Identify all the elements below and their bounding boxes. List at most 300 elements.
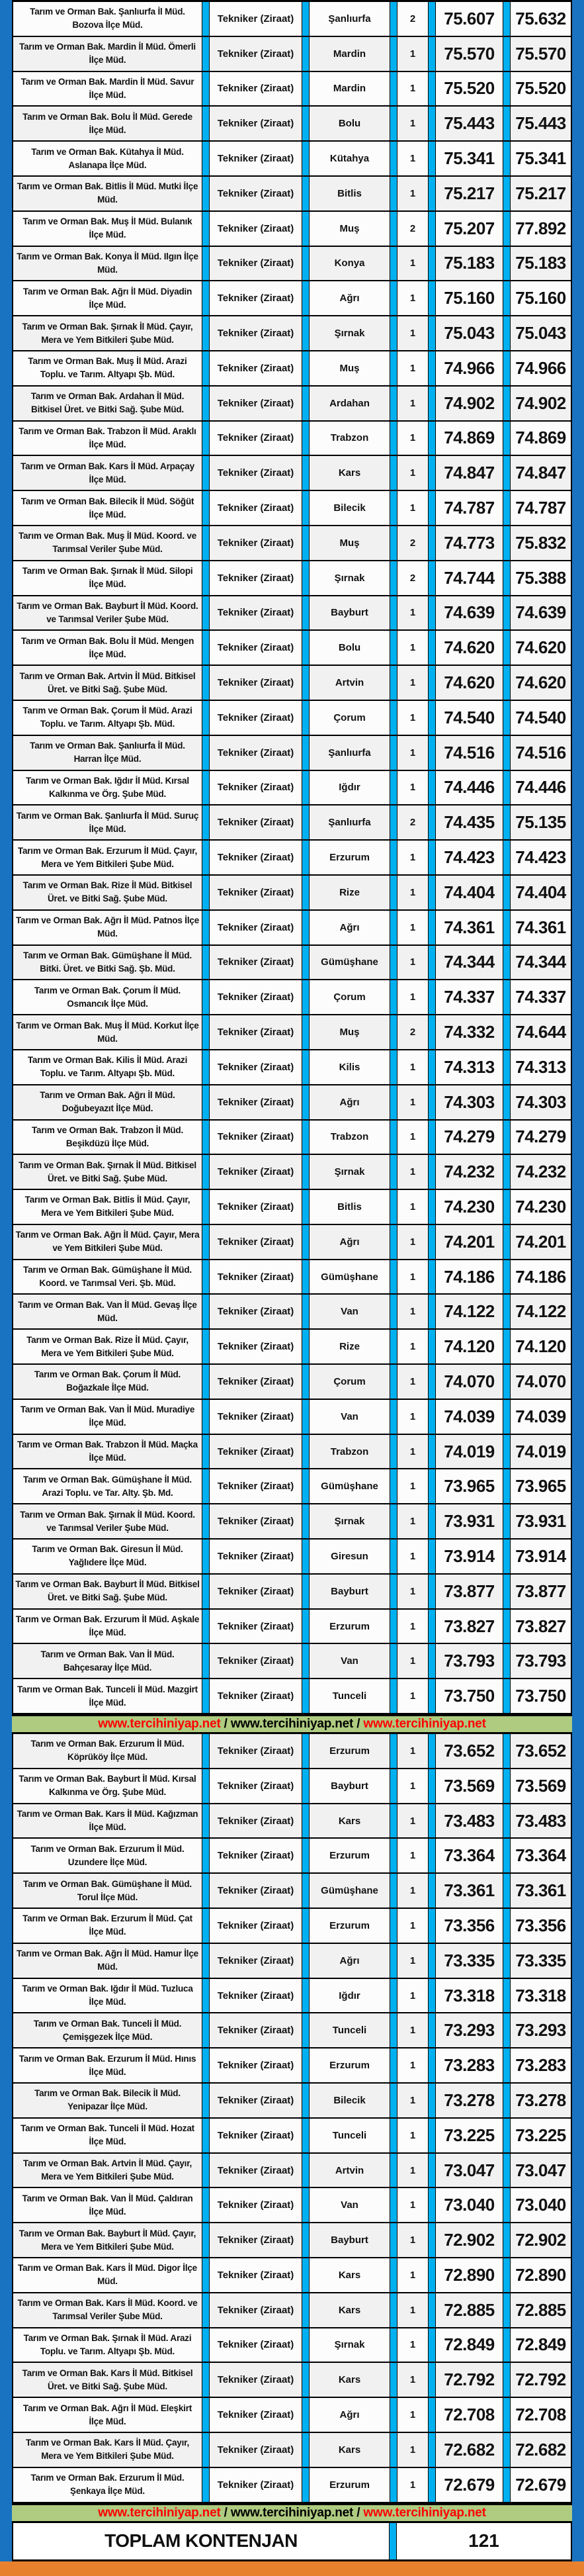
column-separator [302,1121,310,1154]
column-separator [202,666,210,700]
city-cell: Iğdır [310,1979,390,2013]
column-separator [202,1504,210,1538]
table-row [12,1540,572,1575]
column-separator [202,2188,210,2222]
quota-cell: 1 [397,876,428,909]
table-row [12,1190,572,1225]
column-separator [428,2119,436,2152]
table-row [12,771,572,806]
table-row [12,1365,572,1400]
column-separator [428,422,436,455]
title-cell: Tekniker (Ziraat) [210,177,302,210]
score-min-cell: 74.540 [436,701,503,735]
quota-cell: 2 [397,2,428,36]
column-separator [390,1804,397,1838]
score-max-cell: 74.122 [511,1295,572,1328]
quota-cell: 1 [397,1644,428,1678]
column-separator [503,281,511,315]
title-cell: Tekniker (Ziraat) [210,1190,302,1224]
column-separator [390,1435,397,1469]
institution-cell: Tarım ve Orman Bak. Erzurum İl Müd. Hınıs İlçe Müd. [12,2048,202,2082]
score-max-cell: 74.966 [511,351,572,385]
quota-cell: 1 [397,247,428,281]
score-max-cell: 73.483 [511,1804,572,1838]
institution-cell: Tarım ve Orman Bak. Gümüşhane İl Müd. Arazi Toplu. ve Tar. Alty. Şb. Md. [12,1469,202,1503]
column-separator [390,1909,397,1943]
quota-cell: 1 [397,1610,428,1643]
column-separator [302,72,310,106]
column-separator [390,1225,397,1259]
score-min-cell: 75.520 [436,72,503,106]
quota-cell: 1 [397,2154,428,2187]
column-separator [503,946,511,980]
table-row [12,911,572,946]
score-min-cell: 72.682 [436,2433,503,2467]
title-cell: Tekniker (Ziraat) [210,805,302,839]
score-max-cell: 73.283 [511,2048,572,2082]
column-separator [503,2084,511,2117]
column-separator [428,1085,436,1119]
quota-cell: 2 [397,526,428,560]
column-separator [302,491,310,525]
column-separator [390,37,397,71]
institution-cell: Tarım ve Orman Bak. Muş İl Müd. Korkut İlçe Müd. [12,1015,202,1049]
score-min-cell: 72.902 [436,2223,503,2257]
column-separator [503,911,511,944]
city-cell: Şanlıurfa [310,736,390,770]
column-separator [390,1085,397,1119]
column-separator [302,561,310,595]
score-max-cell: 74.847 [511,456,572,490]
column-separator [390,911,397,944]
column-separator [390,2468,397,2502]
table-row [12,72,572,107]
column-separator [302,1190,310,1224]
column-separator [503,1121,511,1154]
city-cell: Çorum [310,701,390,735]
column-separator [302,37,310,71]
table-row [12,1909,572,1944]
score-min-cell: 74.404 [436,876,503,909]
institution-cell: Tarım ve Orman Bak. Ağrı İl Müd. Çayır, Mera ve Yem Bitkileri Şube Müd. [12,1225,202,1259]
institution-cell: Tarım ve Orman Bak. Konya İl Müd. Ilgın İlçe Müd. [12,247,202,281]
table-row [12,736,572,771]
score-min-cell: 74.120 [436,1330,503,1363]
column-separator [202,387,210,420]
city-cell: Kilis [310,1050,390,1084]
column-separator [302,526,310,560]
column-separator [503,2048,511,2082]
column-separator [428,1979,436,2013]
score-min-cell: 73.914 [436,1540,503,1573]
column-separator [390,2154,397,2187]
column-separator [202,456,210,490]
column-separator [302,281,310,315]
institution-cell: Tarım ve Orman Bak. Ardahan İl Müd. Bitkisel Üret. ve Bitki Sağ. Şube Müd. [12,387,202,420]
column-separator [302,1979,310,2013]
table-row [12,1085,572,1121]
column-separator [302,701,310,735]
column-separator [503,2223,511,2257]
score-max-cell: 72.885 [511,2293,572,2327]
institution-cell: Tarım ve Orman Bak. Gümüşhane İl Müd. Koord. ve Tarımsal Veri. Şb. Müd. [12,1260,202,1294]
score-max-cell: 73.356 [511,1909,572,1943]
table-row [12,456,572,491]
table-row [12,281,572,316]
score-min-cell: 73.750 [436,1679,503,1713]
city-cell: Ardahan [310,387,390,420]
institution-cell: Tarım ve Orman Bak. Artvin İl Müd. Çayır, Mera ve Yem Bitkileri Şube Müd. [12,2154,202,2187]
table-row [12,1504,572,1540]
footer-bar [0,2561,584,2576]
column-separator [503,1610,511,1643]
score-min-cell: 75.341 [436,142,503,175]
column-separator [202,1225,210,1259]
column-separator [202,72,210,106]
institution-cell: Tarım ve Orman Bak. Şırnak İl Müd. Çayır, Mera ve Yem Bitkileri Şube Müd. [12,316,202,350]
column-separator [503,177,511,210]
column-separator [503,456,511,490]
column-separator [428,631,436,665]
column-separator [202,1330,210,1363]
city-cell: Ağrı [310,1085,390,1119]
column-separator [202,1469,210,1503]
table-row [12,596,572,631]
score-min-cell: 74.620 [436,631,503,665]
column-separator [390,1190,397,1224]
column-separator [428,1575,436,1608]
table-row [12,1015,572,1050]
column-separator [428,177,436,210]
score-min-cell: 74.773 [436,526,503,560]
column-separator [390,1155,397,1189]
column-separator [503,351,511,385]
city-cell: Ağrı [310,1225,390,1259]
column-separator [428,72,436,106]
institution-cell: Tarım ve Orman Bak. Tunceli İl Müd. Çemişgezek İlçe Müd. [12,2013,202,2047]
column-separator [428,1121,436,1154]
column-separator [202,1015,210,1049]
institution-cell: Tarım ve Orman Bak. Kütahya İl Müd. Aslanapa İlçe Müd. [12,142,202,175]
institution-cell: Tarım ve Orman Bak. Rize İl Müd. Çayır, Mera ve Yem Bitkileri Şube Müd. [12,1330,202,1363]
table-row [12,177,572,212]
column-separator [302,736,310,770]
column-separator [503,736,511,770]
score-min-cell: 73.335 [436,1944,503,1978]
score-max-cell: 74.361 [511,911,572,944]
title-cell: Tekniker (Ziraat) [210,2328,302,2362]
column-separator [503,1330,511,1363]
column-separator [202,1575,210,1608]
score-max-cell: 74.404 [511,876,572,909]
column-separator [202,37,210,71]
column-separator [390,1050,397,1084]
column-separator [302,2154,310,2187]
score-min-cell: 73.652 [436,1734,503,1768]
title-cell: Tekniker (Ziraat) [210,876,302,909]
city-cell: Bolu [310,631,390,665]
institution-cell: Tarım ve Orman Bak. Giresun İl Müd. Yağlıdere İlçe Müd. [12,1540,202,1573]
score-max-cell: 72.679 [511,2468,572,2502]
title-cell: Tekniker (Ziraat) [210,1909,302,1943]
quota-cell: 1 [397,2398,428,2432]
institution-cell: Tarım ve Orman Bak. Erzurum İl Müd. Çayır, Mera ve Yem Bitkileri Şube Müd. [12,841,202,874]
title-cell: Tekniker (Ziraat) [210,491,302,525]
score-max-cell: 75.443 [511,107,572,140]
column-separator [428,1469,436,1503]
score-min-cell: 73.361 [436,1874,503,1908]
title-cell: Tekniker (Ziraat) [210,771,302,805]
score-min-cell: 74.232 [436,1155,503,1189]
column-separator [202,631,210,665]
column-separator [390,980,397,1014]
city-cell: Kars [310,2293,390,2327]
column-separator [202,177,210,210]
score-max-cell: 73.364 [511,1839,572,1872]
column-separator [503,2258,511,2292]
banner-url[interactable]: www.tercihiniyap.net [98,2505,221,2520]
column-separator [202,805,210,839]
title-cell: Tekniker (Ziraat) [210,2,302,36]
table-row [12,980,572,1015]
column-separator [428,1225,436,1259]
score-max-cell: 74.620 [511,666,572,700]
column-separator [390,526,397,560]
score-max-cell: 74.423 [511,841,572,874]
quota-cell: 1 [397,1190,428,1224]
column-separator [302,1050,310,1084]
column-separator [503,142,511,175]
column-separator [428,2013,436,2047]
column-separator [428,1644,436,1678]
quota-cell: 1 [397,1469,428,1503]
column-separator [428,1909,436,1943]
score-min-cell: 74.186 [436,1260,503,1294]
column-separator [202,561,210,595]
banner-url[interactable]: www.tercihiniyap.net [363,1717,486,1731]
column-separator [503,1365,511,1399]
column-separator [503,1260,511,1294]
column-separator [390,2223,397,2257]
column-separator [390,2328,397,2362]
score-min-cell: 73.827 [436,1610,503,1643]
score-max-cell: 77.892 [511,212,572,246]
banner-url[interactable]: www.tercihiniyap.net [230,1717,354,1731]
institution-cell: Tarım ve Orman Bak. Gümüşhane İl Müd. Bitki. Üret. ve Bitki Sağ. Şb. Müd. [12,946,202,980]
score-max-cell: 73.335 [511,1944,572,1978]
column-separator [428,1330,436,1363]
column-separator [390,1575,397,1608]
column-separator [390,1015,397,1049]
column-separator [503,841,511,874]
institution-cell: Tarım ve Orman Bak. Trabzon İl Müd. Araklı İlçe Müd. [12,422,202,455]
institution-cell: Tarım ve Orman Bak. Şanlıurfa İl Müd. Suruç İlçe Müd. [12,805,202,839]
quota-cell: 1 [397,351,428,385]
quota-cell: 1 [397,701,428,735]
quota-cell: 1 [397,177,428,210]
column-separator [302,805,310,839]
score-min-cell: 75.443 [436,107,503,140]
column-separator [302,980,310,1014]
table-row [12,1734,572,1769]
banner-url[interactable]: www.tercihiniyap.net [230,2505,354,2520]
title-cell: Tekniker (Ziraat) [210,387,302,420]
column-separator [390,142,397,175]
column-separator [302,1610,310,1643]
table-row [12,561,572,596]
title-cell: Tekniker (Ziraat) [210,2048,302,2082]
quota-cell: 1 [397,1330,428,1363]
score-min-cell: 72.792 [436,2363,503,2397]
column-separator [503,2468,511,2502]
column-separator [302,1909,310,1943]
column-separator [503,561,511,595]
total-row [12,2523,572,2561]
table-row [12,1121,572,1156]
table-row [12,1469,572,1504]
city-cell: Erzurum [310,1909,390,1943]
column-separator [503,1085,511,1119]
table-row [12,2223,572,2258]
banner-separator: / [353,2505,364,2520]
column-separator [503,771,511,805]
column-separator [389,2523,397,2559]
column-separator [390,2433,397,2467]
column-separator [202,2223,210,2257]
column-separator [428,281,436,315]
score-max-cell: 75.217 [511,177,572,210]
score-min-cell: 74.869 [436,422,503,455]
institution-cell: Tarım ve Orman Bak. Trabzon İl Müd. Beşikdüzü İlçe Müd. [12,1121,202,1154]
column-separator [390,1679,397,1713]
title-cell: Tekniker (Ziraat) [210,281,302,315]
column-separator [428,2293,436,2327]
table-row [12,387,572,422]
column-separator [428,980,436,1014]
score-max-cell: 74.313 [511,1050,572,1084]
institution-cell: Tarım ve Orman Bak. Şırnak İl Müd. Koord. ve Tarımsal Veriler Şube Müd. [12,1504,202,1538]
city-cell: Van [310,1400,390,1434]
column-separator [302,1400,310,1434]
score-min-cell: 74.313 [436,1050,503,1084]
city-cell: Bayburt [310,2223,390,2257]
table-row [12,212,572,247]
column-separator [302,2293,310,2327]
institution-cell: Tarım ve Orman Bak. Muş İl Müd. Arazi Toplu. ve Tarım. Altyapı Şb. Müd. [12,351,202,385]
column-separator [428,1435,436,1469]
column-separator [302,666,310,700]
column-separator [390,1734,397,1768]
table-row [12,247,572,282]
score-max-cell: 75.388 [511,561,572,595]
column-separator [202,2084,210,2117]
quota-cell: 2 [397,1015,428,1049]
column-separator [428,2468,436,2502]
score-min-cell: 74.423 [436,841,503,874]
column-separator [202,491,210,525]
column-separator [428,316,436,350]
quota-cell: 1 [397,841,428,874]
institution-cell: Tarım ve Orman Bak. Bayburt İl Müd. Bitkisel Üret. ve Bitki Sağ. Şube Müd. [12,1575,202,1608]
column-separator [390,2293,397,2327]
column-separator [390,1121,397,1154]
title-cell: Tekniker (Ziraat) [210,1644,302,1678]
city-cell: Erzurum [310,2048,390,2082]
city-cell: Ağrı [310,281,390,315]
title-cell: Tekniker (Ziraat) [210,1260,302,1294]
table-row [12,2433,572,2468]
institution-cell: Tarım ve Orman Bak. Kilis İl Müd. Arazi Toplu. ve Tarım. Altyapı Şb. Müd. [12,1050,202,1084]
total-value: 121 [397,2523,572,2559]
column-separator [390,72,397,106]
score-min-cell: 75.043 [436,316,503,350]
column-separator [390,1504,397,1538]
title-cell: Tekniker (Ziraat) [210,1679,302,1713]
column-separator [428,701,436,735]
table-row [12,2154,572,2189]
institution-cell: Tarım ve Orman Bak. Artvin İl Müd. Bitkisel Üret. ve Bitki Sağ. Şube Müd. [12,666,202,700]
banner-url[interactable]: www.tercihiniyap.net [363,2505,486,2520]
column-separator [503,1575,511,1608]
table-row [12,2258,572,2293]
column-separator [302,2258,310,2292]
banner-url[interactable]: www.tercihiniyap.net [98,1717,221,1731]
score-min-cell: 72.849 [436,2328,503,2362]
score-max-cell: 74.232 [511,1155,572,1189]
column-separator [302,177,310,210]
title-cell: Tekniker (Ziraat) [210,1121,302,1154]
institution-cell: Tarım ve Orman Bak. Muş İl Müd. Bulanık İlçe Müd. [12,212,202,246]
column-separator [428,1050,436,1084]
city-cell: Çorum [310,980,390,1014]
city-cell: Bitlis [310,177,390,210]
column-separator [428,1874,436,1908]
score-min-cell: 74.966 [436,351,503,385]
city-cell: Iğdır [310,771,390,805]
score-max-cell: 74.902 [511,387,572,420]
column-separator [503,1944,511,1978]
table-row [12,1979,572,2014]
city-cell: Şırnak [310,2328,390,2362]
score-min-cell: 73.040 [436,2188,503,2222]
city-cell: Giresun [310,1540,390,1573]
column-separator [202,1155,210,1189]
quota-cell: 2 [397,212,428,246]
table-row [12,1260,572,1295]
column-separator [503,666,511,700]
column-separator [302,2433,310,2467]
score-max-cell: 74.303 [511,1085,572,1119]
quota-cell: 1 [397,2328,428,2362]
city-cell: Gümüşhane [310,1260,390,1294]
score-min-cell: 73.047 [436,2154,503,2187]
table-row [12,2119,572,2154]
city-cell: Kars [310,1804,390,1838]
score-min-cell: 73.793 [436,1644,503,1678]
table-row [12,2328,572,2364]
city-cell: Ağrı [310,1944,390,1978]
city-cell: Kars [310,456,390,490]
city-cell: Muş [310,1015,390,1049]
institution-cell: Tarım ve Orman Bak. Van İl Müd. Çaldıran İlçe Müd. [12,2188,202,2222]
title-cell: Tekniker (Ziraat) [210,1944,302,1978]
column-separator [503,2328,511,2362]
table-row [12,316,572,351]
column-separator [390,2363,397,2397]
quota-cell: 1 [397,1979,428,2013]
score-max-cell: 75.520 [511,72,572,106]
column-separator [202,1121,210,1154]
